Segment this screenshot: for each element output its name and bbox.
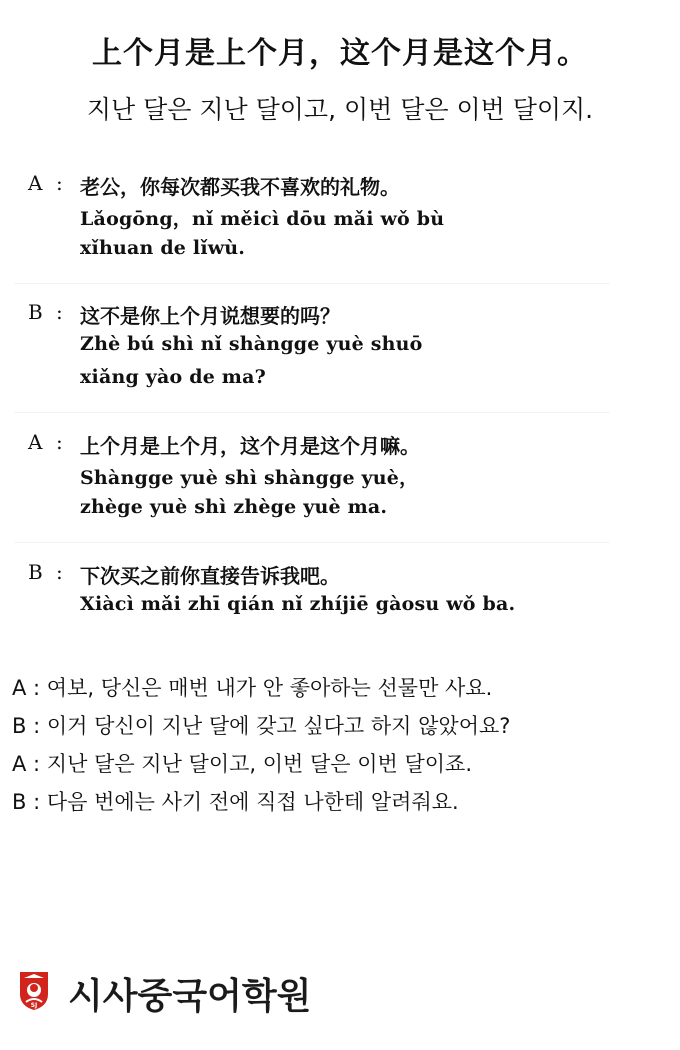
dialog-line-1 bbox=[14, 165, 610, 284]
dialog-line-2 bbox=[14, 294, 610, 413]
pinyin-line-1: Xiàcì mǎi zhī qián nǐ zhíjiē gàosu wǒ ba. bbox=[80, 593, 516, 615]
speaker-colon: : bbox=[56, 430, 63, 454]
lesson-title: 上个月是上个月，这个月是这个月。 bbox=[92, 36, 588, 71]
pinyin-line-1: Zhè bú shì nǐ shàngge yuè shuō bbox=[80, 333, 423, 355]
sisa-logo bbox=[12, 966, 352, 1017]
speaker-label: A bbox=[28, 171, 43, 195]
speaker-colon: : bbox=[56, 560, 63, 584]
speaker-label: B bbox=[28, 560, 43, 584]
pinyin-line-1: Lǎogōng，nǐ měicì dōu mǎi wǒ bù bbox=[80, 208, 445, 230]
korean-translation-2: B : 이거 당신이 지난 달에 갖고 싶다고 하지 않았어요? bbox=[12, 714, 511, 738]
speaker-colon: : bbox=[56, 171, 63, 195]
pinyin-line-2: xǐhuan de lǐwù. bbox=[80, 237, 246, 259]
korean-translation-3: A : 지난 달은 지난 달이고, 이번 달은 이번 달이죠. bbox=[12, 752, 473, 776]
pinyin-line-1: Shàngge yuè shì shàngge yuè， bbox=[80, 467, 419, 489]
dialog-line-3 bbox=[14, 424, 610, 543]
korean-translation-4: B : 다음 번에는 사기 전에 직접 나한테 알려줘요. bbox=[12, 790, 459, 814]
pinyin-line-2: zhège yuè shì zhège yuè ma. bbox=[80, 496, 388, 518]
pinyin-line-2: xiǎng yào de ma? bbox=[80, 366, 266, 388]
korean-translation-1: A : 여보, 당신은 매번 내가 안 좋아하는 선물만 사요. bbox=[12, 676, 493, 700]
sisa-academy-name: 시사중국어학원 bbox=[68, 976, 312, 1017]
chinese-text: 这不是你上个月说想要的吗？ bbox=[80, 304, 340, 328]
speaker-label: A bbox=[28, 430, 43, 454]
chinese-text: 上个月是上个月，这个月是这个月嘛。 bbox=[80, 434, 420, 458]
sisa-emblem-icon bbox=[12, 968, 56, 1012]
speaker-label: B bbox=[28, 300, 43, 324]
chinese-text: 老公，你每次都买我不喜欢的礼物。 bbox=[80, 175, 400, 199]
chinese-text: 下次买之前你直接告诉我吧。 bbox=[80, 564, 340, 588]
dialog-line-4 bbox=[14, 554, 610, 634]
speaker-colon: : bbox=[56, 300, 63, 324]
lesson-subtitle-korean: 지난 달은 지난 달이고, 이번 달은 이번 달이지. bbox=[86, 95, 594, 124]
svg-text:SJ: SJ bbox=[30, 1002, 38, 1009]
